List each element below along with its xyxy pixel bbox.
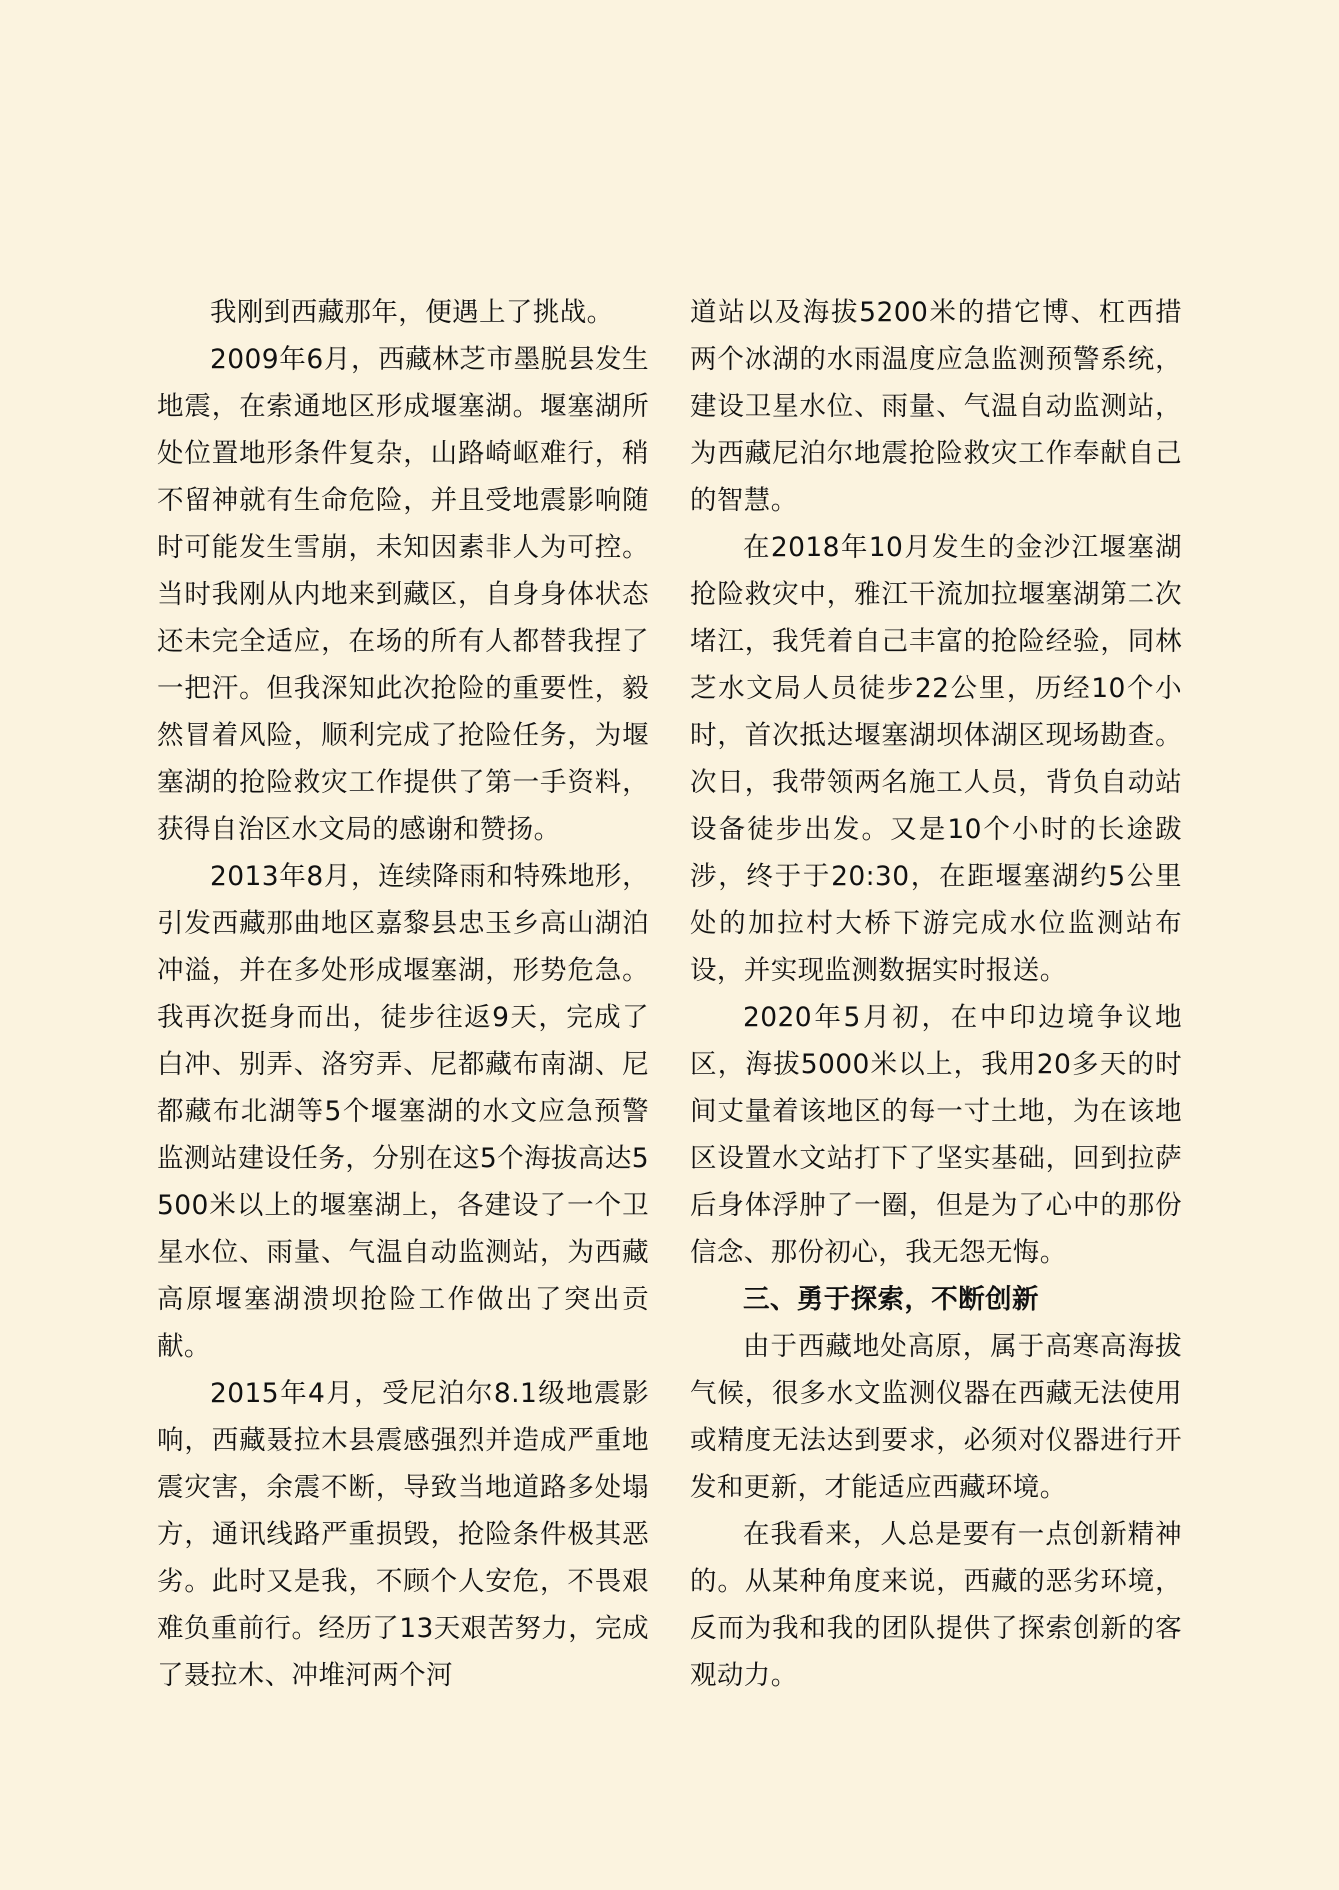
paragraph-2015-continuation: 道站以及海拔5200米的措它博、杠西措两个冰湖的水雨温度应急监测预警系统，建设卫星水位、雨量、气温自动监测站，为西藏尼泊尔地震抢险救灾工作奉献自己的智慧。	[690, 297, 1182, 516]
paragraph-innovation: 在我看来，人总是要有一点创新精神的。从某种角度来说，西藏的恶劣环境，反而为我和我的团队提供了探索创新的客观动力。	[690, 1519, 1182, 1691]
paragraph-plateau: 由于西藏地处高原，属于高寒高海拔气候，很多水文监测仪器在西藏无法使用或精度无法达到要求，必须对仪器进行开发和更新，才能适应西藏环境。	[690, 1331, 1182, 1503]
paragraph-2018: 在2018年10月发生的金沙江堰塞湖抢险救灾中，雅江干流加拉堰塞湖第二次堵江，我凭着自己丰富的抢险经验，同林芝水文局人员徒步22公里，历经10个小时，首次抵达堰塞湖坝体湖区现场勘查。次日，我带领两名施工人员，背负自动站设备徒步出发。又是10个小时的长途跋涉，终于于20:30，在距堰塞湖约5公里处的加拉村大桥下游完成水位监测站布设，并实现监测数据实时报送。	[690, 532, 1182, 986]
paragraph-2013: 2013年8月，连续降雨和特殊地形，引发西藏那曲地区嘉黎县忠玉乡高山湖泊冲溢，并在多处形成堰塞湖，形势危急。我再次挺身而出，徒步往返9天，完成了白冲、别弄、洛穷弄、尼都藏布南湖、尼都藏布北湖等5个堰塞湖的水文应急预警监测站建设任务，分别在这5个海拔高达5500米以上的堰塞湖上，各建设了一个卫星水位、雨量、气温自动监测站，为西藏高原堰塞湖溃坝抢险工作做出了突出贡献。	[157, 861, 649, 1362]
left-column	[157, 289, 649, 1699]
right-column	[690, 289, 1182, 1699]
paragraph-2020: 2020年5月初，在中印边境争议地区，海拔5000米以上，我用20多天的时间丈量着该地区的每一寸土地，为在该地区设置水文站打下了坚实基础，回到拉萨后身体浮肿了一圈，但是为了心中的那份信念、那份初心，我无怨无悔。	[690, 1002, 1182, 1268]
paragraph-2009: 2009年6月，西藏林芝市墨脱县发生地震，在索通地区形成堰塞湖。堰塞湖所处位置地形条件复杂，山路崎岖难行，稍不留神就有生命危险，并且受地震影响随时可能发生雪崩，未知因素非人为可控。当时我刚从内地来到藏区，自身身体状态还未完全适应，在场的所有人都替我捏了一把汗。但我深知此次抢险的重要性，毅然冒着风险，顺利完成了抢险任务，为堰塞湖的抢险救灾工作提供了第一手资料，获得自治区水文局的感谢和赞扬。	[157, 344, 649, 845]
section-heading: 三、勇于探索，不断创新	[743, 1284, 1039, 1315]
paragraph-intro: 我刚到西藏那年，便遇上了挑战。	[210, 297, 614, 328]
paragraph-2015: 2015年4月，受尼泊尔8.1级地震影响，西藏聂拉木县震感强烈并造成严重地震灾害，余震不断，导致当地道路多处塌方，通讯线路严重损毁，抢险条件极其恶劣。此时又是我，不顾个人安危，不畏艰难负重前行。经历了13天艰苦努力，完成了聂拉木、冲堆河两个河	[157, 1378, 649, 1691]
